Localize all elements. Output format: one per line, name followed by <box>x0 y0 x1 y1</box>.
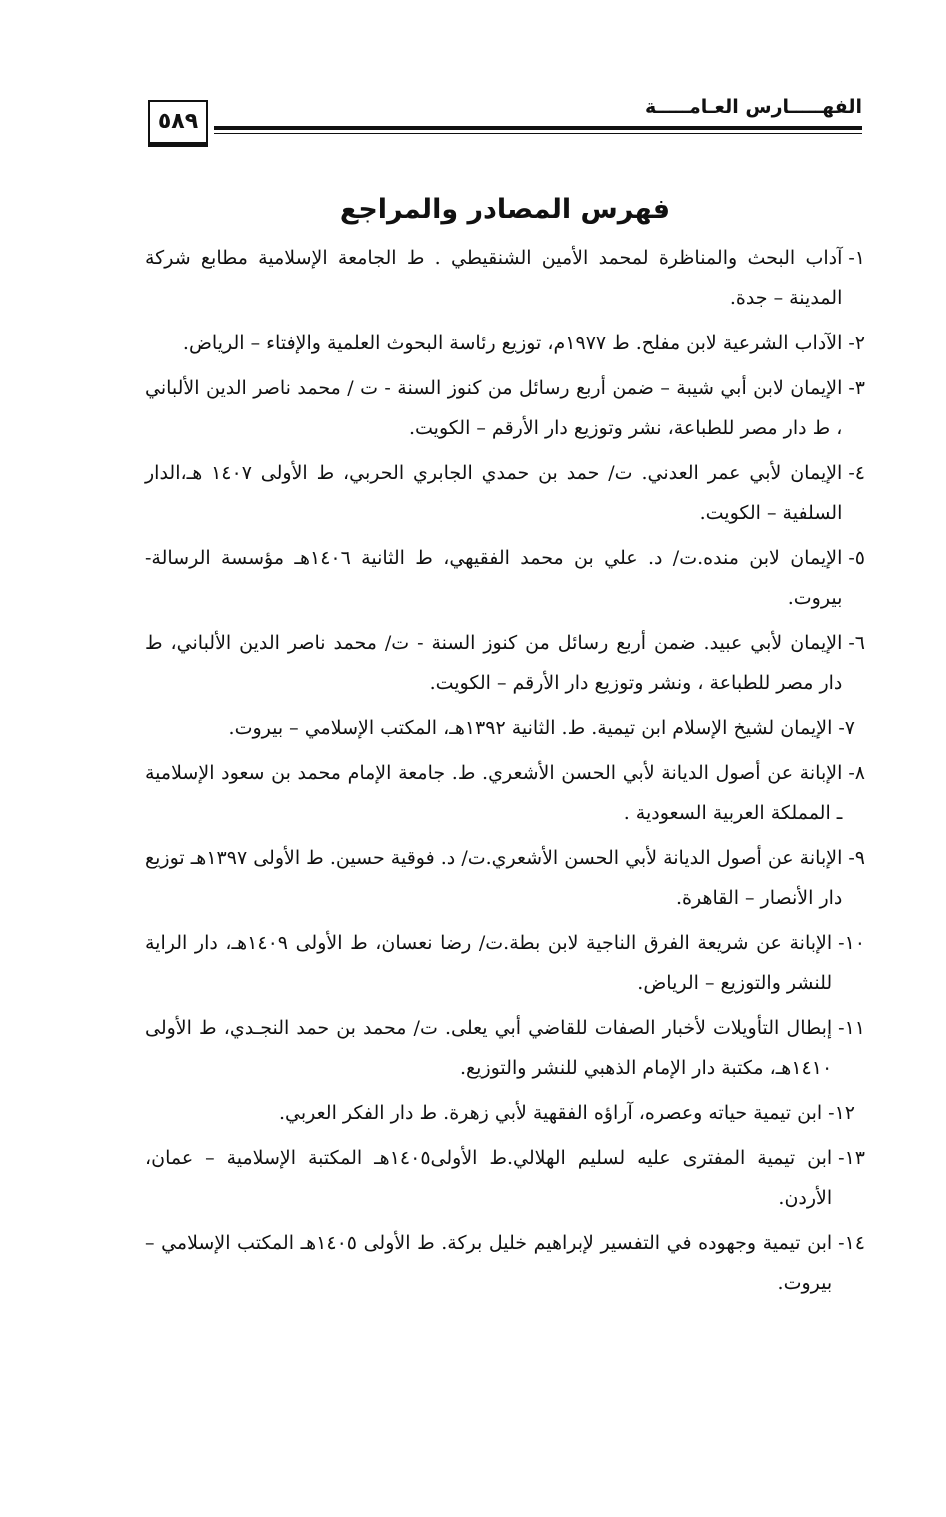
entry-number: ١- <box>848 247 865 269</box>
entry-text: الإبانة عن أصول الديانة لأبي الحسن الأشعري.ت/ د. فوقية حسين. ط الأولى ١٣٩٧هـ توزيع دار الأنصار – القاهرة. <box>145 847 843 909</box>
bibliography-entry <box>145 453 865 533</box>
entry-number: ١٢- <box>828 1102 855 1124</box>
bibliography-entry <box>145 368 865 448</box>
bibliography-entry <box>145 708 865 748</box>
entry-text: إبطال التأويلات لأخبار الصفات للقاضي أبي يعلى. ت/ محمد بن حمد النجـدي، ط الأولى ١٤١٠هـ، مكتبة دار الإمام الذهبي للنشر والتوزيع. <box>145 1017 833 1079</box>
running-header <box>148 96 862 152</box>
entry-text: الإيمان لأبي عمر العدني. ت/ حمد بن حمدي الجابري الحربي، ط الأولى ١٤٠٧ هـ،الدار السلفية – الكويت. <box>145 462 843 524</box>
entry-number: ٩- <box>848 847 865 869</box>
entry-text: الإيمان لشيخ الإسلام ابن تيمية. ط. الثانية ١٣٩٢هـ، المكتب الإسلامي – بيروت. <box>228 717 833 739</box>
entry-number: ٨- <box>848 762 865 784</box>
bibliography-entry <box>145 538 865 618</box>
entry-text: ابن تيمية وجهوده في التفسير لإبراهيم خليل بركة. ط الأولى ١٤٠٥هـ المكتب الإسلامي – بيروت. <box>145 1232 833 1294</box>
entry-number: ٦- <box>848 632 865 654</box>
bibliography-entry <box>145 323 865 363</box>
entry-text: الإبانة عن أصول الديانة لأبي الحسن الأشعري. ط. جامعة الإمام محمد بن سعود الإسلامية ـ المملكة العربية السعودية . <box>145 762 843 824</box>
header-title: الفهـــــارس العـامـــــة <box>645 96 862 118</box>
entry-number: ٧- <box>838 717 855 739</box>
bibliography-entry <box>145 1223 865 1303</box>
bibliography-list <box>145 238 865 1308</box>
bibliography-entry <box>145 623 865 703</box>
entry-number: ٥- <box>848 547 865 569</box>
entry-text: الإيمان لأبي عبيد. ضمن أربع رسائل من كنوز السنة - ت/ محمد ناصر الدين الألباني، ط دار مصر للطباعة ، ونشر وتوزيع دار الأرقم – الكويت. <box>145 632 843 694</box>
entry-text: آداب البحث والمناظرة لمحمد الأمين الشنقيطي . ط الجامعة الإسلامية مطابع شركة المدينة – جدة. <box>145 247 843 309</box>
section-title: فهرس المصادر والمراجع <box>339 194 671 225</box>
entry-number: ١١- <box>838 1017 865 1039</box>
entry-number: ٣- <box>848 377 865 399</box>
entry-number: ١٣- <box>838 1147 865 1169</box>
entry-number: ٤- <box>848 462 865 484</box>
header-rule-thin <box>214 133 862 134</box>
entry-text: الإيمان لابن منده.ت/ د. علي بن محمد الفقيهي، ط الثانية ١٤٠٦هـ مؤسسة الرسالة- بيروت. <box>145 547 843 609</box>
page-number-underline <box>148 144 208 147</box>
bibliography-entry <box>145 1138 865 1218</box>
bibliography-entry <box>145 238 865 318</box>
page-number: ٥٨٩ <box>148 100 208 144</box>
bibliography-entry <box>145 923 865 1003</box>
bibliography-entry <box>145 1008 865 1088</box>
bibliography-entry <box>145 838 865 918</box>
entry-text: الإبانة عن شريعة الفرق الناجية لابن بطة.ت/ رضا نعسان، ط الأولى ١٤٠٩هـ، دار الراية للنشر والتوزيع – الرياض. <box>145 932 833 994</box>
entry-text: ابن تيمية المفترى عليه لسليم الهلالي.ط الأولى١٤٠٥هـ المكتبة الإسلامية – عمان، الأردن. <box>145 1147 833 1209</box>
bibliography-entry <box>145 753 865 833</box>
entry-text: ابن تيمية حياته وعصره، آراؤه الفقهية لأبي زهرة. ط دار الفكر العربي. <box>278 1102 823 1124</box>
entry-text: الإيمان لابن أبي شيبة – ضمن أربع رسائل من كنوز السنة - ت / محمد ناصر الدين الألباني ، ط دار مصر للطباعة، نشر وتوزيع دار الأرقم – الكويت. <box>145 377 843 439</box>
entry-text: الآداب الشرعية لابن مفلح. ط ١٩٧٧م، توزيع رئاسة البحوث العلمية والإفتاء – الرياض. <box>182 332 843 354</box>
header-rule-thick <box>214 126 862 130</box>
entry-number: ١٤- <box>838 1232 865 1254</box>
bibliography-entry <box>145 1093 865 1133</box>
entry-number: ٢- <box>848 332 865 354</box>
entry-number: ١٠- <box>838 932 865 954</box>
